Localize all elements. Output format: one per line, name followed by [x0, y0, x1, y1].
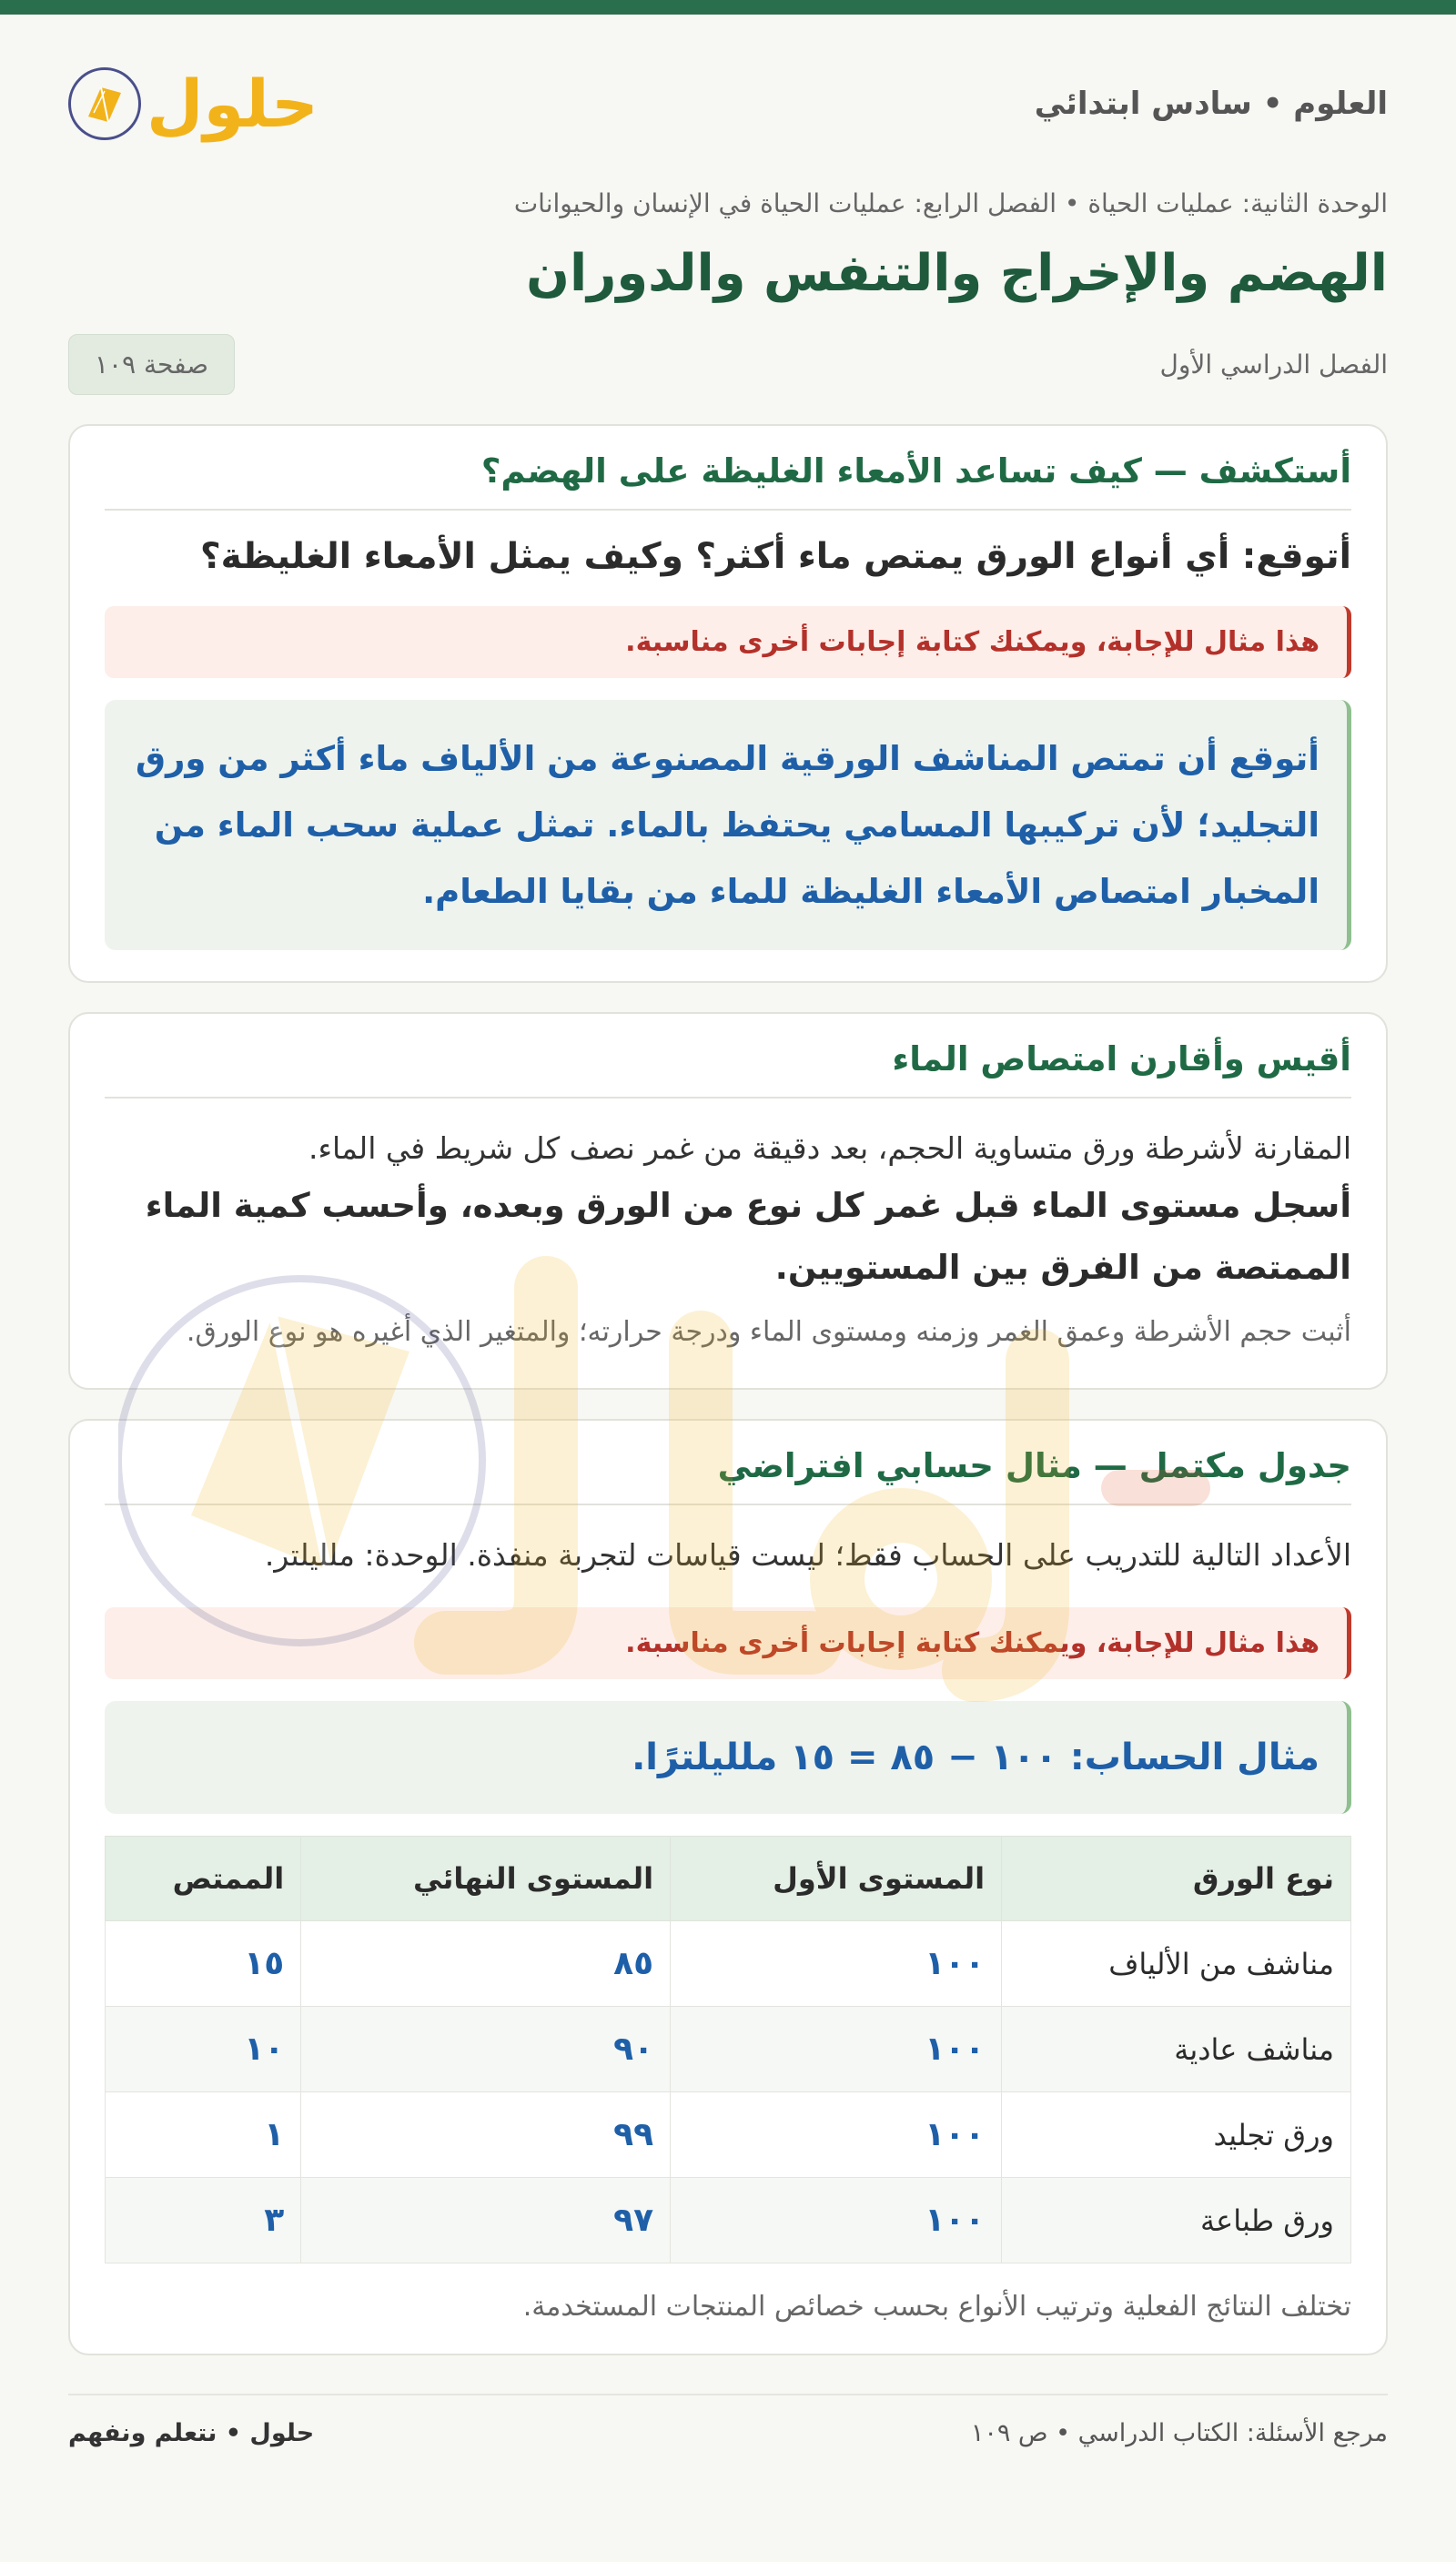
logo-text: حلول [147, 65, 318, 142]
table-row [106, 2007, 1351, 2092]
sample-answer-note: هذا مثال للإجابة، ويمكنك كتابة إجابات أخرى مناسبة. [105, 606, 1351, 678]
final-level-cell: ٩٠ [301, 2007, 671, 2092]
prediction-question: أتوقع: أي أنواع الورق يمتص ماء أكثر؟ وكيف يمثل الأمعاء الغليظة؟ [200, 536, 1351, 577]
final-level-cell: ٩٧ [301, 2178, 671, 2263]
final-level-cell: ٩٩ [301, 2092, 671, 2178]
page-footer [68, 2394, 1388, 2447]
subject-label: العلوم • سادس ابتدائي [1034, 85, 1388, 122]
footer-brand: حلول • نتعلم ونفهم [68, 2419, 315, 2447]
initial-level-cell: ١٠٠ [671, 2178, 1002, 2263]
column-header: المستوى الأول [671, 1837, 1002, 1921]
brand-logo [68, 67, 318, 140]
measure-variables: أثبت حجم الأشرطة وعمق الغمر وزمنه ومستوى الماء ودرجة حرارته؛ والمتغير الذي أغيره هو نوع الورق. [186, 1316, 1351, 1348]
page-header [68, 15, 1388, 192]
absorbed-cell: ١ [106, 2092, 301, 2178]
table-card-title: جدول مكتمل — مثال حسابي افتراضي [105, 1446, 1351, 1505]
page-number-badge: صفحة ١٠٩ [68, 334, 235, 395]
paper-type-cell: مناشف من الألياف [1002, 1921, 1351, 2007]
calculation-example: مثال الحساب: ١٠٠ − ٨٥ = ١٥ ملليلترًا. [105, 1701, 1351, 1814]
prediction-answer: أتوقع أن تمتص المناشف الورقية المصنوعة من الألياف ماء أكثر من ورق التجليد؛ لأن تركيبها المسامي يحتفظ بالماء. تمثل عملية سحب الماء من المخبار امتصاص الأمعاء الغليظة للماء من بقايا الطعام. [105, 700, 1351, 950]
page-title: الهضم والإخراج والتنفس والدوران [526, 244, 1388, 303]
explore-card-title: أستكشف — كيف تساعد الأمعاء الغليظة على الهضم؟ [105, 451, 1351, 511]
top-accent-bar [0, 0, 1456, 15]
paper-type-cell: ورق طباعة [1002, 2178, 1351, 2263]
measure-instruction: أسجل مستوى الماء قبل غمر كل نوع من الورق وبعده، وأحسب كمية الماء الممتصة من الفرق بين المستويين. [145, 1186, 1351, 1287]
absorbed-cell: ٣ [106, 2178, 301, 2263]
table-header-row [106, 1837, 1351, 1921]
column-header: المستوى النهائي [301, 1837, 671, 1921]
reference-text: مرجع الأسئلة: الكتاب الدراسي • ص ١٠٩ [970, 2419, 1388, 2447]
absorbed-cell: ١٠ [106, 2007, 301, 2092]
initial-level-cell: ١٠٠ [671, 2092, 1002, 2178]
semester-label: الفصل الدراسي الأول [1159, 349, 1388, 380]
sample-answer-note: هذا مثال للإجابة، ويمكنك كتابة إجابات أخرى مناسبة. [105, 1607, 1351, 1679]
table-intro: الأعداد التالية للتدريب على الحساب فقط؛ ليست قياسات لتجربة منفذة. الوحدة: ملليلتر. [264, 1537, 1351, 1573]
table-footnote: تختلف النتائج الفعلية وترتيب الأنواع بحسب خصائص المنتجات المستخدمة. [522, 2291, 1351, 2323]
measure-intro: المقارنة لأشرطة ورق متساوية الحجم، بعد دقيقة من غمر نصف كل شريط في الماء. [308, 1130, 1351, 1166]
breadcrumb: الوحدة الثانية: عمليات الحياة • الفصل الرابع: عمليات الحياة في الإنسان والحيوانات [513, 188, 1388, 218]
paper-type-cell: مناشف عادية [1002, 2007, 1351, 2092]
initial-level-cell: ١٠٠ [671, 1921, 1002, 2007]
explore-card [68, 424, 1388, 983]
absorption-table [105, 1836, 1351, 2263]
final-level-cell: ٨٥ [301, 1921, 671, 2007]
measure-card [68, 1012, 1388, 1390]
absorbed-cell: ١٥ [106, 1921, 301, 2007]
table-row [106, 2092, 1351, 2178]
page-content [0, 15, 1456, 2447]
paper-type-cell: ورق تجليد [1002, 2092, 1351, 2178]
table-row [106, 2178, 1351, 2263]
book-logo-icon [68, 67, 141, 140]
measure-card-title: أقيس وأقارن امتصاص الماء [105, 1039, 1351, 1099]
table-row [106, 1921, 1351, 2007]
initial-level-cell: ١٠٠ [671, 2007, 1002, 2092]
column-header: الممتص [106, 1837, 301, 1921]
meta-row [68, 334, 1388, 395]
column-header: نوع الورق [1002, 1837, 1351, 1921]
table-card [68, 1419, 1388, 2355]
